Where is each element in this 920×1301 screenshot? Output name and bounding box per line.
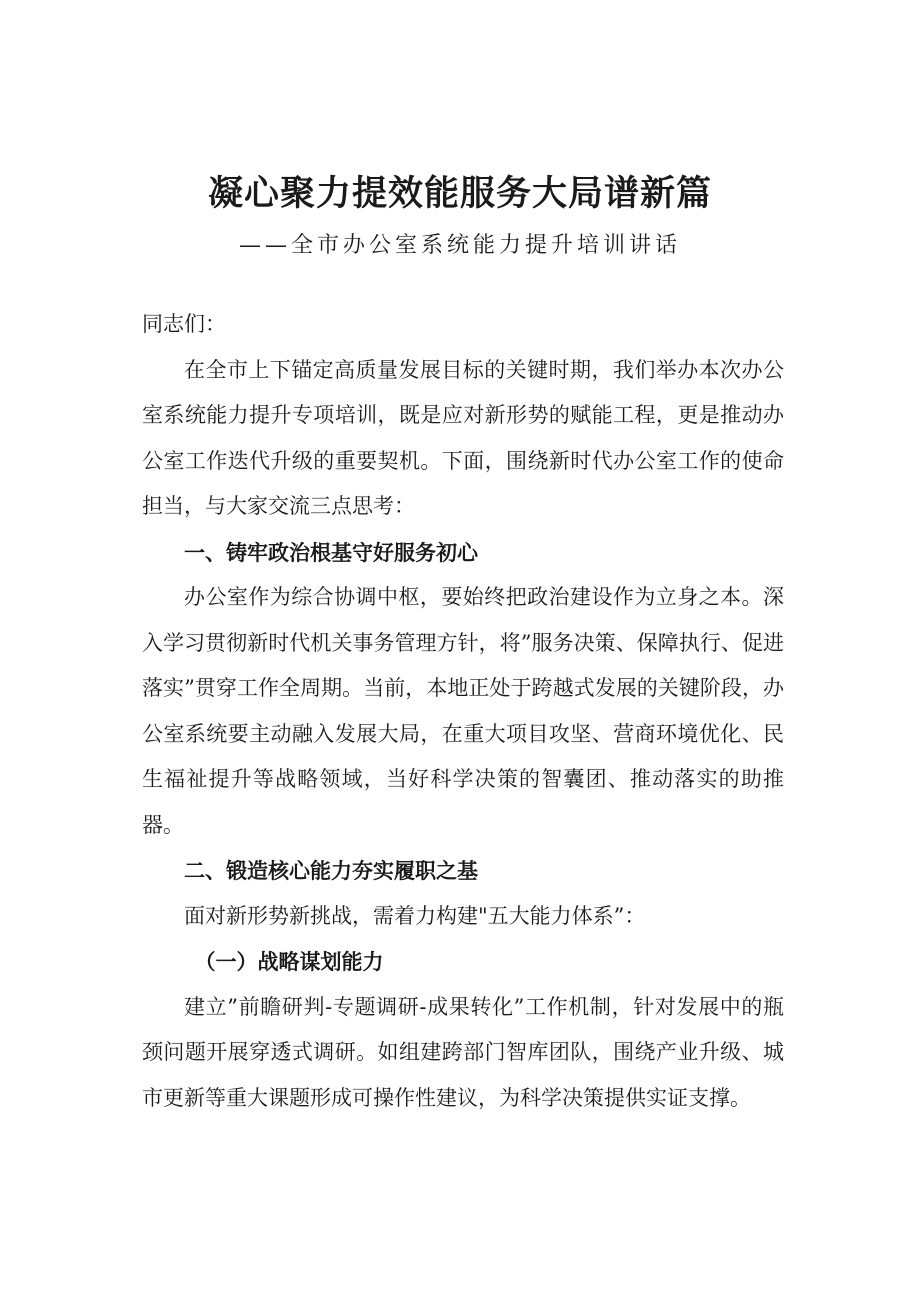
document-subtitle: ——全市办公室系统能力提升培训讲话 bbox=[238, 233, 681, 258]
document-title: 凝心聚力提效能服务大局谱新篇 bbox=[207, 174, 712, 214]
section-2-intro: 面对新形势新挑战，需着力构建"五大能力体系”： bbox=[184, 903, 646, 928]
document-body bbox=[142, 302, 784, 1121]
intro-paragraph: 在全市上下锚定高质量发展目标的关键时期，我们举办本次办公室系统能力提升专项培训，既是应对新形势的赋能工程，更是推动办公室工作迭代升级的重要契机。下面，围绕新时代办公室工作的使命担当，与大家交流三点思考： bbox=[142, 357, 784, 518]
greeting: 同志们： bbox=[142, 312, 226, 336]
section-1-heading: 一、铸牢政治根基守好服务初心 bbox=[184, 539, 478, 565]
subsection-1-heading: （一）战略谋划能力 bbox=[194, 949, 384, 974]
subsection-1-paragraph: 建立”前瞻研判-专题调研-成果转化”工作机制，针对发展中的瓶颈问题开展穿透式调研。如组建跨部门智库团队，围绕产业升级、城市更新等重大课题形成可操作性建议，为科学决策提供实证支撑。 bbox=[142, 994, 784, 1110]
section-2-heading: 二、锻造核心能力夯实履职之基 bbox=[184, 858, 478, 883]
section-1-paragraph: 办公室作为综合协调中枢，要始终把政治建设作为立身之本。深入学习贯彻新时代机关事务管理方针，将”服务决策、保障执行、促进落实”贯穿工作全周期。当前，本地正处于跨越式发展的关键阶段，办公室系统要主动融入发展大局，在重大项目攻坚、营商环境优化、民生福祉提升等战略领域，当好科学决策的智囊团、推动落实的助推器。 bbox=[142, 585, 784, 837]
